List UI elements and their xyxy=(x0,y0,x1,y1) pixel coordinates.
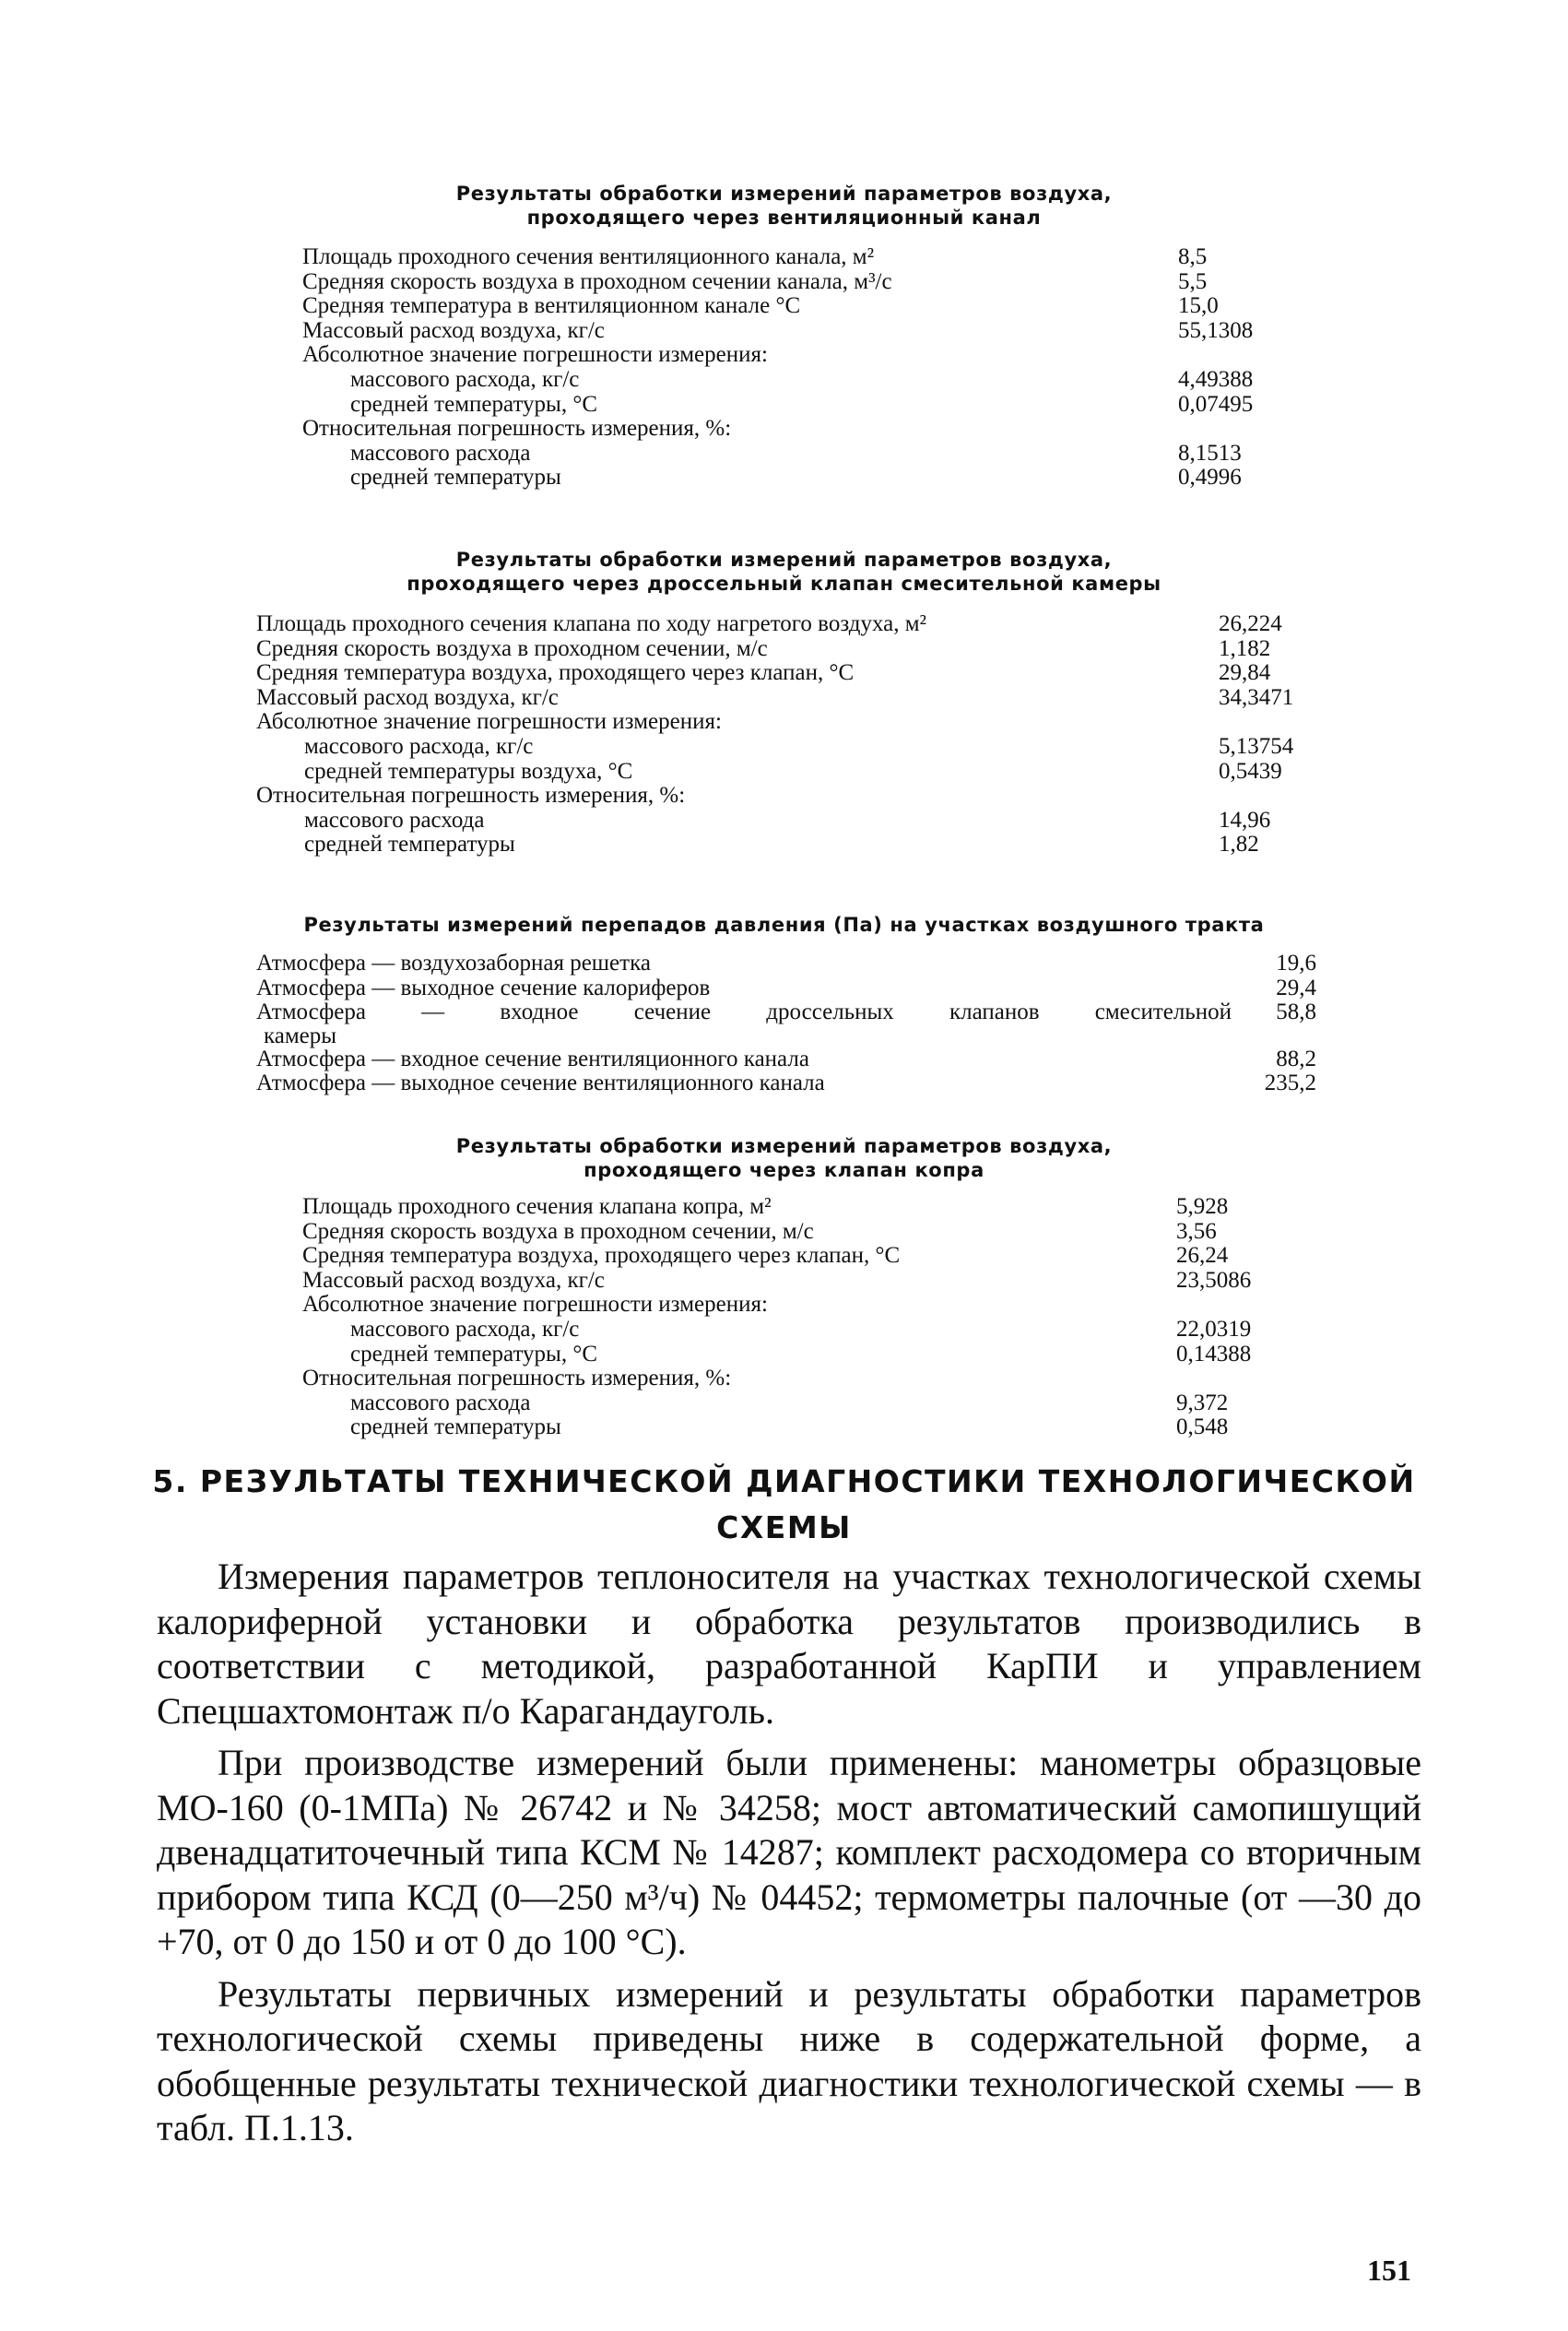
row-label: Массовый расход воздуха, кг/с xyxy=(302,318,605,343)
row-label: Площадь проходного сечения вентиляционного канала, м² xyxy=(302,245,875,269)
table-row xyxy=(302,1269,1279,1294)
section2-table xyxy=(256,612,1326,858)
table-row xyxy=(256,760,1326,785)
row-label: Площадь проходного сечения клапана копра, м² xyxy=(302,1195,772,1219)
table-row xyxy=(256,952,1316,976)
row-value: 5,5 xyxy=(1178,268,1208,294)
row-label: Абсолютное значение погрешности измерения: xyxy=(302,1293,768,1318)
row-value: 5,928 xyxy=(1176,1194,1229,1219)
table-row xyxy=(302,368,1279,393)
row-value: 22,0319 xyxy=(1176,1316,1252,1342)
row-label-continuation: камеры xyxy=(264,1023,337,1048)
section4-title xyxy=(0,1134,1568,1182)
section1-title-line2: проходящего через вентиляционный канал xyxy=(526,207,1042,229)
row-value: 1,182 xyxy=(1219,635,1271,661)
section3-table xyxy=(256,952,1316,1096)
page-number: 151 xyxy=(1367,2254,1411,2287)
row-label: массового расхода, кг/с xyxy=(350,1317,580,1342)
row-value: 0,07495 xyxy=(1178,391,1254,417)
row-value: 29,84 xyxy=(1219,660,1271,686)
table-row xyxy=(302,1367,1279,1391)
section4-table xyxy=(302,1195,1279,1440)
chapter-heading xyxy=(0,1459,1568,1551)
row-value: 4,49388 xyxy=(1178,366,1254,392)
row-value: 19,6 xyxy=(1276,951,1316,976)
table-row xyxy=(256,784,1326,809)
row-label: средней температуры xyxy=(350,466,561,491)
row-label: Средняя температура в вентиляционном канале °С xyxy=(302,294,801,319)
row-label: массового расхода xyxy=(350,441,531,466)
table-row xyxy=(256,976,1316,1001)
table-row xyxy=(256,735,1326,760)
body-text xyxy=(157,1555,1421,2159)
section1-title xyxy=(0,182,1568,230)
row-value: 0,5439 xyxy=(1219,758,1282,784)
row-label: Средняя скорость воздуха в проходном сечении, м/с xyxy=(256,636,768,661)
row-value: 3,56 xyxy=(1176,1218,1217,1244)
row-label: Атмосфера — входное сечение дроссельных клапанов смесительной xyxy=(256,1000,1232,1025)
table-row xyxy=(256,1000,1316,1025)
table-row xyxy=(302,417,1279,442)
section4-title-line2: проходящего через клапан копра xyxy=(584,1159,984,1181)
table-row xyxy=(302,245,1279,270)
row-label: Атмосфера — выходное сечение вентиляционного канала xyxy=(256,1071,825,1096)
row-value: 26,224 xyxy=(1219,611,1282,636)
row-value: 55,1308 xyxy=(1178,317,1254,343)
row-value: 88,2 xyxy=(1276,1046,1316,1071)
table-row xyxy=(256,1047,1316,1072)
section1-table xyxy=(302,245,1279,491)
section4-title-line1: Результаты обработки измерений параметров воздуха, xyxy=(455,1135,1113,1157)
row-label: Средняя скорость воздуха в проходном сечении, м/с xyxy=(302,1219,814,1244)
section2-title-line1: Результаты обработки измерений параметров воздуха, xyxy=(455,549,1113,571)
table-row xyxy=(302,1343,1279,1367)
table-row xyxy=(302,343,1279,368)
row-label: Атмосфера — входное сечение вентиляционного канала xyxy=(256,1047,809,1071)
table-row xyxy=(302,1220,1279,1245)
row-label: массового расхода xyxy=(304,808,485,833)
row-value: 8,1513 xyxy=(1178,440,1242,466)
paragraph: Измерения параметров теплоносителя на участках технологической схемы калориферной установки и обработка результатов производились в соответствии с методикой, разработанной КарПИ и управлением Спецшахтомонтаж п/о Карагандауголь. xyxy=(157,1556,1421,1732)
table-row xyxy=(256,661,1326,686)
chapter-heading-line1: 5. РЕЗУЛЬТАТЫ ТЕХНИЧЕСКОЙ ДИАГНОСТИКИ ТЕХНОЛОГИЧЕСКОЙ xyxy=(152,1463,1416,1499)
section3-title-line: Результаты измерений перепадов давления (Па) на участках воздушного тракта xyxy=(303,914,1265,936)
row-label: средней температуры xyxy=(350,1415,561,1440)
row-label: Массовый расход воздуха, кг/с xyxy=(302,1268,605,1293)
row-value: 0,548 xyxy=(1176,1414,1229,1440)
table-row xyxy=(302,1391,1279,1416)
row-label: Атмосфера — выходное сечение калориферов xyxy=(256,976,711,1000)
row-value: 23,5086 xyxy=(1176,1267,1252,1293)
row-label: средней температуры, °С xyxy=(350,392,598,417)
section3-title xyxy=(0,913,1568,937)
table-row xyxy=(302,1195,1279,1220)
row-value: 0,14388 xyxy=(1176,1341,1252,1367)
table-row xyxy=(302,466,1279,491)
table-row xyxy=(302,1293,1279,1318)
row-value: 29,4 xyxy=(1276,975,1316,1000)
section1-title-line1: Результаты обработки измерений параметров воздуха, xyxy=(455,183,1113,205)
row-label: Средняя скорость воздуха в проходном сечении канала, м³/с xyxy=(302,269,892,294)
table-row xyxy=(302,393,1279,418)
table-row xyxy=(302,294,1279,319)
table-row xyxy=(256,1071,1316,1096)
row-value: 15,0 xyxy=(1178,293,1219,319)
paragraph: Результаты первичных измерений и результаты обработки параметров технологической схемы приведены ниже в содержательной форме, а обобщенные результаты технической диагностики технологической схемы — в табл. П.1.13. xyxy=(157,1972,1421,2148)
row-label: Относительная погрешность измерения, %: xyxy=(256,784,686,809)
paragraph: При производстве измерений были применены: манометры образцовые МО-160 (0-1МПа) № 26742 и № 34258; мост автоматический самопишущий двенадцатиточечный типа КСМ № 14287; комплект расходомера со вторичным прибором типа КСД (0—250 м³/ч) № 04452; термометры палочные (от —30 до +70, от 0 до 150 и от 0 до 100 °С). xyxy=(157,1742,1421,1962)
table-row xyxy=(256,686,1326,711)
row-label: Относительная погрешность измерения, %: xyxy=(302,1367,732,1391)
row-label: средней температуры, °С xyxy=(350,1342,598,1367)
row-value: 235,2 xyxy=(1264,1071,1316,1096)
table-row xyxy=(302,442,1279,467)
section2-title xyxy=(0,548,1568,596)
table-row xyxy=(302,270,1279,295)
chapter-heading-line2: СХЕМЫ xyxy=(716,1509,852,1545)
row-label: Площадь проходного сечения клапана по ходу нагретого воздуха, м² xyxy=(256,612,927,636)
row-label: Относительная погрешность измерения, %: xyxy=(302,417,732,442)
row-value: 14,96 xyxy=(1219,807,1271,833)
row-label: Абсолютное значение погрешности измерения: xyxy=(256,710,722,735)
table-row xyxy=(256,637,1326,662)
table-row xyxy=(256,710,1326,735)
row-label: средней температуры xyxy=(304,833,515,858)
row-value: 0,4996 xyxy=(1178,465,1242,491)
section2-title-line2: проходящего через дроссельный клапан смесительной камеры xyxy=(407,573,1161,595)
row-value: 1,82 xyxy=(1219,832,1259,858)
row-value: 9,372 xyxy=(1176,1390,1229,1415)
row-label: Средняя температура воздуха, проходящего через клапан, °С xyxy=(302,1244,901,1269)
row-label: Абсолютное значение погрешности измерения: xyxy=(302,343,768,368)
table-row xyxy=(256,612,1326,637)
row-label: Атмосфера — воздухозаборная решетка xyxy=(256,952,651,976)
table-row xyxy=(302,1318,1279,1343)
row-label: Средняя температура воздуха, проходящего через клапан, °С xyxy=(256,661,855,686)
table-row xyxy=(302,1244,1279,1269)
row-label: Массовый расход воздуха, кг/с xyxy=(256,685,559,710)
table-row xyxy=(302,1415,1279,1440)
row-label: массового расхода, кг/с xyxy=(304,734,534,759)
row-label: средней температуры воздуха, °С xyxy=(304,759,633,784)
row-value: 58,8 xyxy=(1276,1000,1316,1025)
row-label: массового расхода, кг/с xyxy=(350,367,580,392)
table-row xyxy=(302,319,1279,344)
row-value: 26,24 xyxy=(1176,1243,1229,1269)
row-label: массового расхода xyxy=(350,1390,531,1415)
row-value: 8,5 xyxy=(1178,244,1208,269)
row-value: 34,3471 xyxy=(1219,684,1294,710)
table-row xyxy=(256,809,1326,834)
row-value: 5,13754 xyxy=(1219,733,1294,759)
table-row xyxy=(256,833,1326,858)
